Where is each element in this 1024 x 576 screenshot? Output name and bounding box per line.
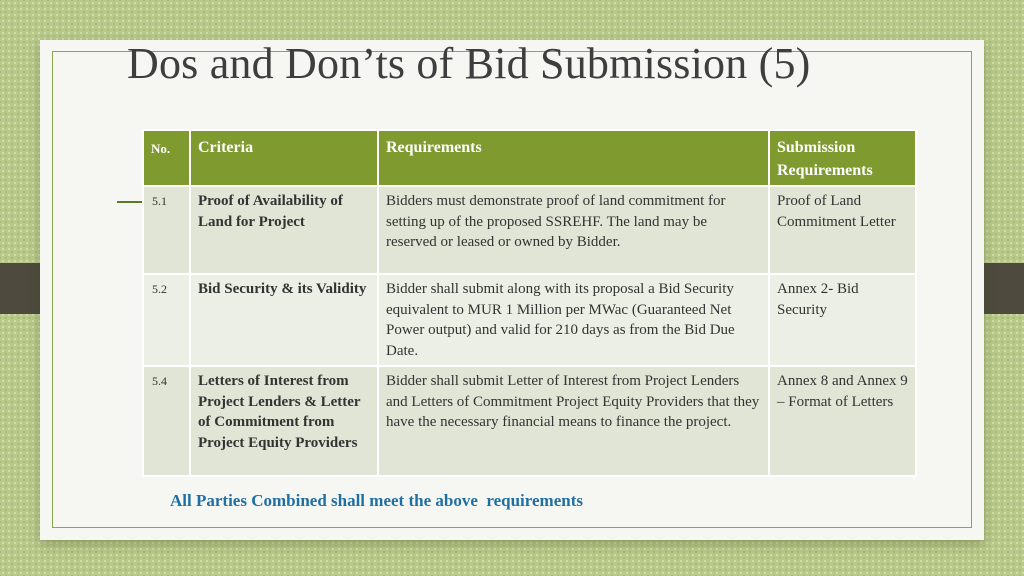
footnote: All Parties Combined shall meet the above requirements [170,491,583,510]
row-requirements: Bidder shall submit along with its proposal a Bid Security equivalent to MUR 1 Million per MWac (Guaranteed Net Power output) and valid for 210 days as from the Bid Due Date. [378,274,769,366]
header-requirements: Requirements [378,130,769,186]
table-row [143,186,916,274]
header-criteria: Criteria [190,130,378,186]
row-criteria: Bid Security & its Validity [190,274,378,366]
row-criteria: Letters of Interest from Project Lenders & Letter of Commitment from Project Equity Providers [190,366,378,476]
row-requirements: Bidders must demonstrate proof of land commitment for setting up of the proposed SSREHF. The land may be reserved or leased or owned by Bidder. [378,186,769,274]
row-submission: Annex 8 and Annex 9 – Format of Letters [769,366,916,476]
row-criteria: Proof of Availability of Land for Project [190,186,378,274]
row-submission: Annex 2- Bid Security [769,274,916,366]
table-row [143,274,916,366]
table-header-row [143,130,916,186]
table-row [143,366,916,476]
header-no: No. [143,130,190,186]
row-number: 5.2 [143,274,190,366]
slide-title: Dos and Don’ts of Bid Submission (5) [127,39,811,88]
row-number: 5.4 [143,366,190,476]
header-submission: Submission Requirements [769,130,916,186]
row-number: 5.1 [143,186,190,274]
row-requirements: Bidder shall submit Letter of Interest from Project Lenders and Letters of Commitment Project Equity Providers that they have the necessary financial means to finance the project. [378,366,769,476]
row-marker-dash [117,201,142,203]
row-submission: Proof of Land Commitment Letter [769,186,916,274]
criteria-table [142,129,917,477]
